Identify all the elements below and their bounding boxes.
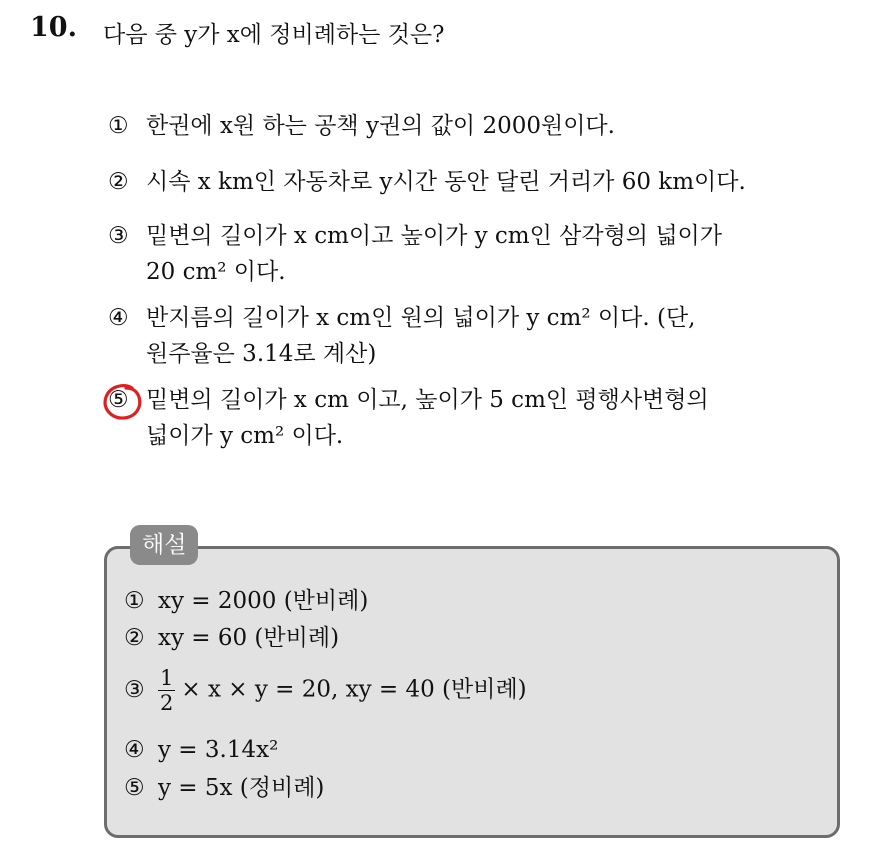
option-5[interactable]	[108, 382, 709, 454]
option-text: 시속 x km인 자동차로 y시간 동안 달린 거리가 60 km이다.	[146, 169, 746, 195]
option-text-line2: 20 cm² 이다.	[146, 259, 286, 285]
option-text-line2: 원주율은 3.14로 계산)	[146, 341, 377, 367]
option-text-line1: 반지름의 길이가 x cm인 원의 넓이가 y cm² 이다. (단,	[146, 305, 696, 331]
answer-circle-mark	[102, 382, 144, 422]
solution-marker: ②	[124, 625, 145, 651]
option-text-line1: 밑변의 길이가 x cm 이고, 높이가 5 cm인 평행사변형의	[146, 387, 709, 413]
option-4[interactable]	[108, 300, 695, 372]
option-text: 한권에 x원 하는 공책 y권의 값이 2000원이다.	[146, 113, 615, 139]
solution-marker: ④	[124, 737, 145, 763]
fraction-denominator: 2	[160, 691, 174, 715]
solution-line-2	[124, 622, 339, 654]
solution-line-1	[124, 585, 368, 617]
fraction-one-half	[158, 666, 175, 715]
option-marker: ④	[108, 305, 129, 331]
option-1[interactable]	[108, 108, 615, 144]
solution-text: xy = 2000 (반비례)	[158, 588, 369, 614]
fraction-numerator: 1	[160, 666, 174, 690]
solution-text: × x × y = 20, xy = 40 (반비례)	[181, 676, 527, 703]
solution-marker: ③	[124, 676, 145, 703]
option-marker: ①	[108, 113, 129, 139]
option-marker: ⑤	[108, 387, 129, 413]
solution-line-5	[124, 772, 324, 804]
solution-line-4	[124, 734, 278, 766]
option-marker: ③	[108, 223, 129, 249]
solution-line-3	[124, 666, 527, 715]
question-number: 10.	[30, 12, 77, 43]
solution-text: y = 5x (정비례)	[158, 775, 325, 801]
question-text: 다음 중 y가 x에 정비례하는 것은?	[103, 22, 445, 48]
solution-text: xy = 60 (반비례)	[158, 625, 340, 651]
option-2[interactable]	[108, 164, 746, 200]
option-text-line2: 넓이가 y cm² 이다.	[146, 423, 344, 449]
option-text-line1: 밑변의 길이가 x cm이고 높이가 y cm인 삼각형의 넓이가	[146, 223, 722, 249]
solution-marker: ⑤	[124, 775, 145, 801]
solution-text: y = 3.14x²	[158, 737, 279, 763]
solution-marker: ①	[124, 588, 145, 614]
solution-tab-label: 해설	[130, 525, 198, 565]
option-3[interactable]	[108, 218, 722, 290]
option-marker: ②	[108, 169, 129, 195]
